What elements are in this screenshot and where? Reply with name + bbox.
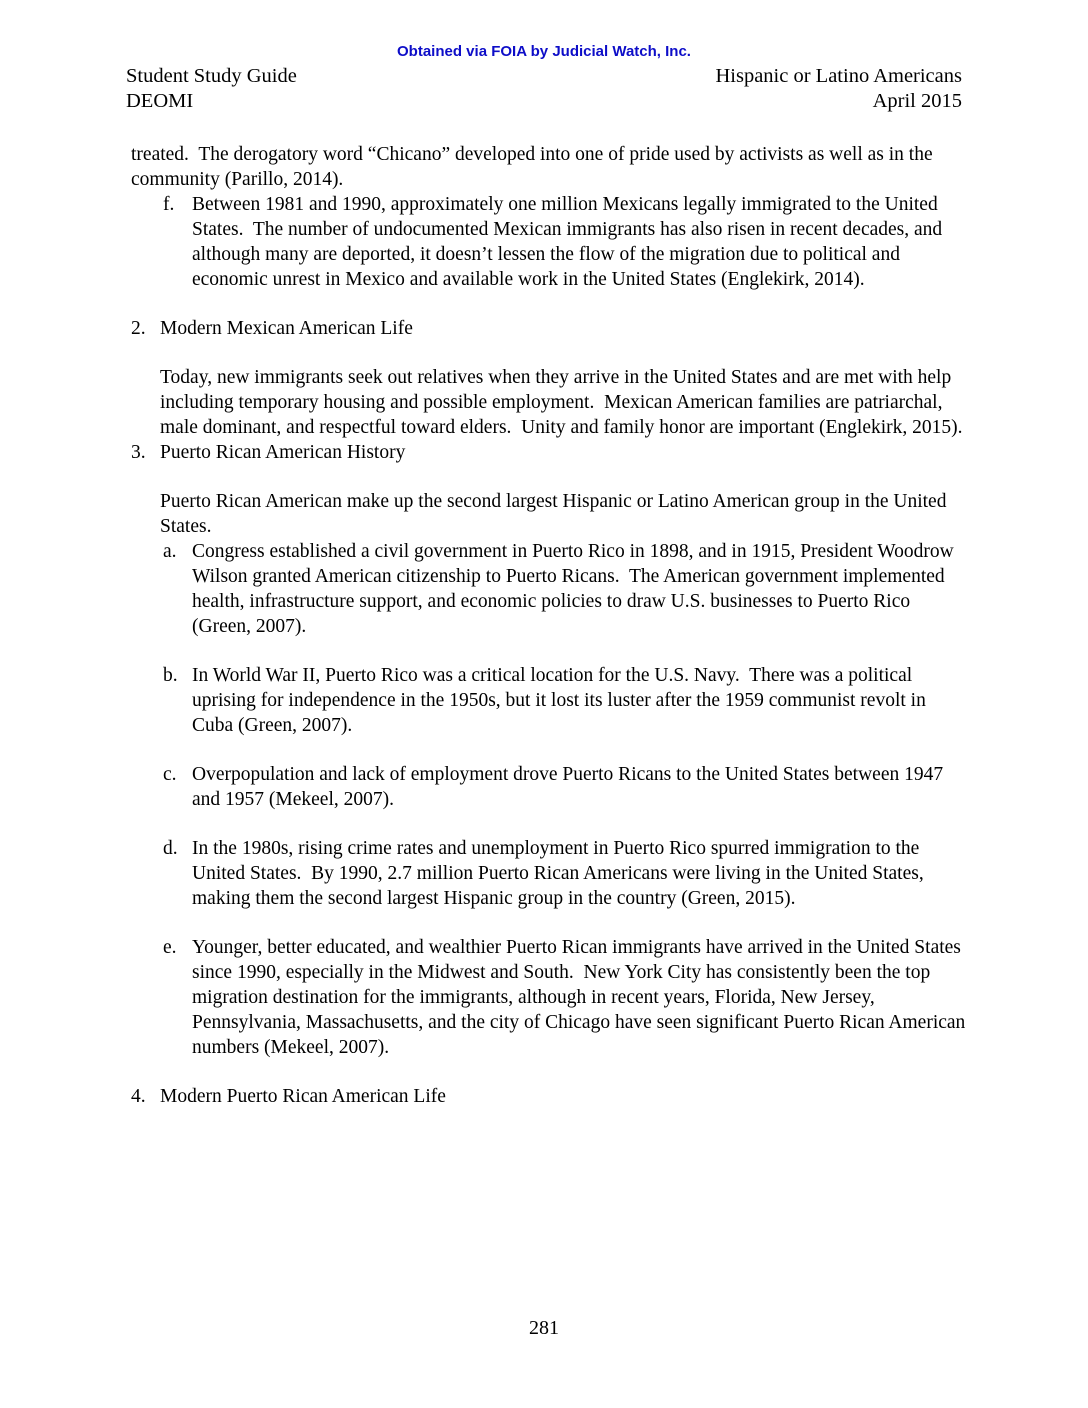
section-heading-4 bbox=[131, 1084, 968, 1109]
list-marker-e: e. bbox=[163, 937, 177, 958]
list-item-d-text: In the 1980s, rising crime rates and unemployment in Puerto Rico spurred immigration to the United States. By 1990, 2.7 million Puerto Rican Americans were living in the United States, making them the second largest Hispanic group in the country (Green, 2015). bbox=[192, 838, 929, 909]
page-number: 281 bbox=[529, 1317, 559, 1339]
list-marker-b: b. bbox=[163, 665, 178, 686]
list-item-b-text: In World War II, Puerto Rico was a critical location for the U.S. Navy. There was a political uprising for independence in the 1950s, but it lost its luster after the 1959 communist revolt in Cuba (Green, 2007). bbox=[192, 665, 931, 736]
list-item-f-text: Between 1981 and 1990, approximately one million Mexicans legally immigrated to the United States. The number of undocumented Mexican immigrants has also risen in recent decades, and although many are deported, it doesn’t lessen the flow of the migration due to political and economic unrest in Mexico and available work in the United States (Englekirk, 2014). bbox=[192, 194, 948, 290]
section-marker-2: 2. bbox=[131, 318, 146, 339]
paragraph-modern-mexican: Today, new immigrants seek out relatives when they arrive in the United States and are met with help including temporary housing and possible employment. Mexican American families are patriarchal, male dominant, and respectful toward elders. Unity and family honor are important (Englekirk, 2015). bbox=[160, 367, 963, 438]
list-item-b bbox=[163, 663, 968, 738]
section-marker-4: 4. bbox=[131, 1086, 146, 1107]
list-item-e bbox=[163, 935, 971, 1060]
section-heading-2 bbox=[131, 316, 968, 341]
list-item-d bbox=[163, 836, 968, 911]
list-item-a bbox=[163, 539, 968, 639]
foia-banner: Obtained via FOIA by Judicial Watch, Inc. bbox=[397, 43, 691, 60]
page-header bbox=[0, 61, 1088, 114]
list-marker-c: c. bbox=[163, 764, 177, 785]
organization-name: DEOMI bbox=[126, 90, 194, 112]
paragraph-continuation: treated. The derogatory word “Chicano” developed into one of pride used by activists as well as in the community (Parillo, 2014). bbox=[131, 144, 938, 190]
paragraph-puerto-rican-intro: Puerto Rican American make up the second largest Hispanic or Latino American group in the United States. bbox=[160, 491, 952, 537]
chapter-title: Hispanic or Latino Americans bbox=[715, 65, 962, 87]
list-marker-a: a. bbox=[163, 541, 177, 562]
list-marker-f: f. bbox=[163, 194, 175, 215]
section-heading-3-text: Puerto Rican American History bbox=[160, 442, 406, 463]
document-date: April 2015 bbox=[872, 90, 962, 112]
list-item-c bbox=[163, 762, 968, 812]
list-item-c-text: Overpopulation and lack of employment drove Puerto Ricans to the United States between 1947 and 1957 (Mekeel, 2007). bbox=[192, 764, 948, 810]
list-marker-d: d. bbox=[163, 838, 178, 859]
document-title: Student Study Guide bbox=[126, 65, 297, 87]
section-heading-2-text: Modern Mexican American Life bbox=[160, 318, 413, 339]
section-heading-3 bbox=[131, 440, 968, 465]
list-item-a-text: Congress established a civil government in Puerto Rico in 1898, and in 1915, President Woodrow Wilson granted American citizenship to Puerto Ricans. The American government implemented health, infrastructure support, and economic policies to draw U.S. businesses to Puerto Rico (Green, 2007). bbox=[192, 541, 959, 637]
list-item-f bbox=[163, 192, 968, 292]
header-left bbox=[126, 64, 297, 114]
section-heading-4-text: Modern Puerto Rican American Life bbox=[160, 1086, 446, 1107]
header-right bbox=[715, 64, 962, 114]
list-item-e-text: Younger, better educated, and wealthier Puerto Rican immigrants have arrived in the United States since 1990, especially in the Midwest and South. New York City has consistently been the top migration destination for the immigrants, although in recent years, Florida, New Jersey, Pennsylvania, Massachusetts, and the city of Chicago have seen significant Puerto Rican American numbers (Mekeel, 2007). bbox=[192, 937, 971, 1058]
section-marker-3: 3. bbox=[131, 442, 146, 463]
document-body bbox=[0, 114, 1088, 1109]
